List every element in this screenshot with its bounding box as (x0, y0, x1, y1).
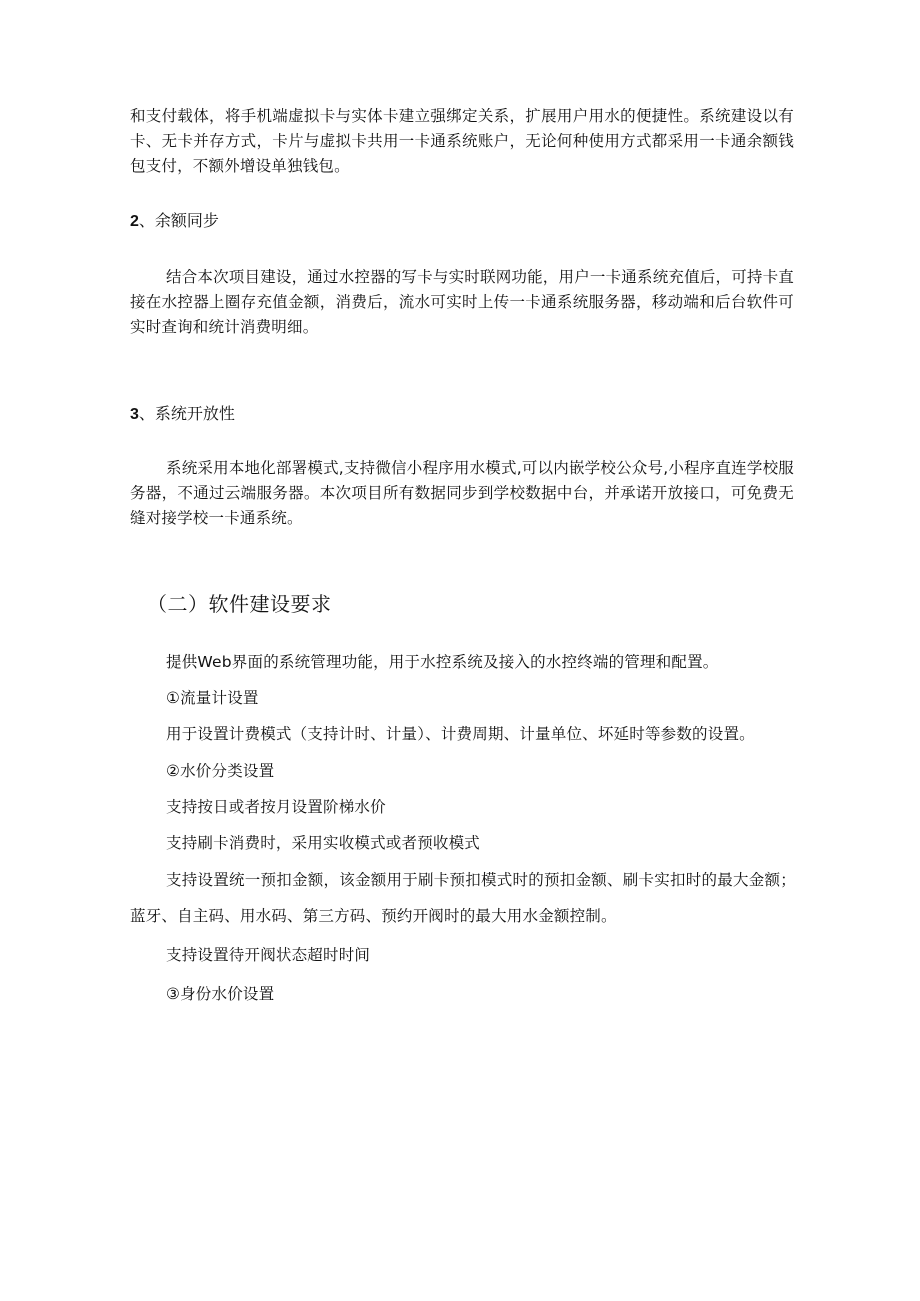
item-price-category-line3: 支持设置统一预扣金额，该金额用于刷卡预扣模式时的预扣金额、刷卡实扣时的最大金额；蓝牙、自主码、用水码、第三方码、预约开阀时的最大用水金额控制。 (130, 871, 796, 925)
section-title-software: （二）软件建设要求 (147, 592, 332, 616)
item-price-category-line1: 支持按日或者按月设置阶梯水价 (166, 798, 386, 816)
item-price-category-title: ②水价分类设置 (166, 762, 275, 780)
software-intro: 提供Web界面的系统管理功能，用于水控系统及接入的水控终端的管理和配置。 (166, 653, 719, 671)
heading-balance-sync-number: 2 (130, 213, 139, 230)
heading-openness-text: 、系统开放性 (138, 404, 235, 423)
item-flowmeter-title: ①流量计设置 (166, 689, 259, 707)
item-identity-price-title: ③身份水价设置 (166, 985, 275, 1003)
heading-openness (130, 402, 235, 427)
heading-openness-number: 3 (130, 406, 139, 423)
openness-paragraph: 系统采用本地化部署模式,支持微信小程序用水模式,可以内嵌学校公众号,小程序直连学校服务器，不通过云端服务器。本次项目所有数据同步到学校数据中台，并承诺开放接口，可免费无缝对接学校一卡通系统。 (130, 459, 794, 527)
heading-balance-sync (130, 209, 219, 234)
heading-balance-sync-text: 、余额同步 (138, 211, 219, 230)
item-price-category-line4: 支持设置待开阀状态超时时间 (166, 946, 371, 964)
item-price-category-line2: 支持刷卡消费时，采用实收模式或者预收模式 (166, 834, 481, 852)
item-flowmeter-desc: 用于设置计费模式（支持计时、计量）、计费周期、计量单位、坏延时等参数的设置。 (166, 725, 755, 743)
intro-paragraph: 和支付载体，将手机端虚拟卡与实体卡建立强绑定关系，扩展用户用水的便捷性。系统建设以有卡、无卡并存方式，卡片与虚拟卡共用一卡通系统账户，无论何种使用方式都采用一卡通余额钱包支付，不额外增设单独钱包。 (130, 107, 794, 175)
balance-sync-paragraph: 结合本次项目建设，通过水控器的写卡与实时联网功能，用户一卡通系统充值后，可持卡直接在水控器上圈存充值金额，消费后，流水可实时上传一卡通系统服务器，移动端和后台软件可实时查询和统计消费明细。 (130, 268, 795, 336)
